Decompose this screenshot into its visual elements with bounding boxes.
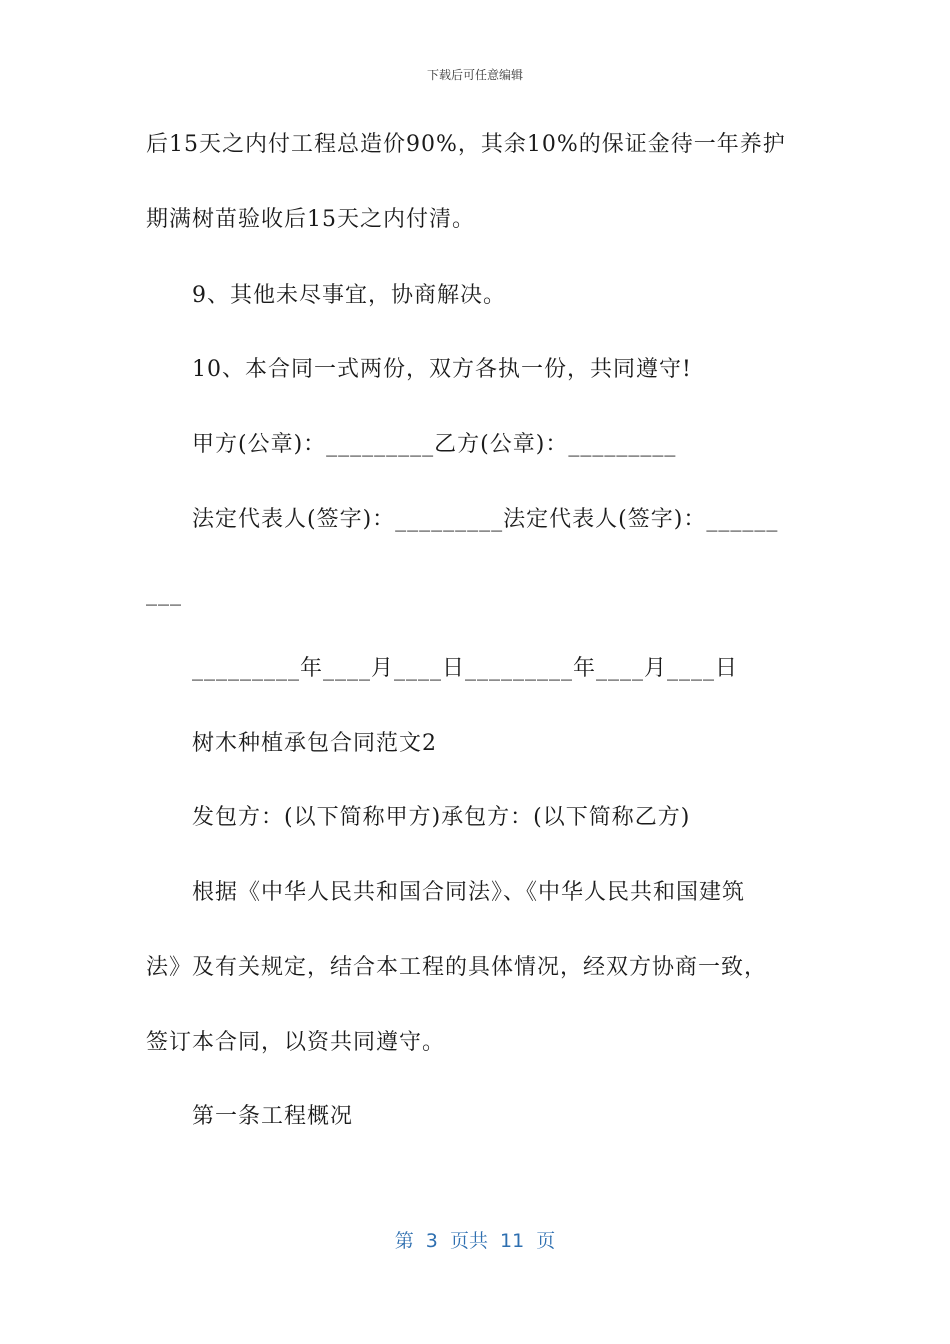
- body-line-basis-3: 签订本合同，以资共同遵守。: [146, 1030, 446, 1055]
- body-line-basis-1: 根据《中华人民共和国合同法》、《中华人民共和国建筑: [192, 880, 746, 905]
- signature-date-line: _________年____月____日_________年____月____日: [192, 656, 739, 681]
- body-line-3: 9、其他未尽事宜，协商解决。: [192, 283, 506, 308]
- signature-representative-line: 法定代表人(签字)：_________法定代表人(签字)：______: [192, 507, 779, 532]
- signature-company-line: 甲方(公章)：_________乙方(公章)：_________: [192, 432, 677, 457]
- body-line-basis-2: 法》及有关规定，结合本工程的具体情况，经双方协商一致，: [146, 955, 768, 980]
- article-heading: 第一条工程概况: [192, 1104, 354, 1129]
- page-number: 第 3 页共 11 页: [394, 1230, 556, 1252]
- body-line-1: 后15天之内付工程总造价90%，其余10%的保证金待一年养护: [146, 132, 786, 157]
- section-title: 树木种植承包合同范文2: [192, 731, 437, 756]
- signature-representative-continuation: ___: [146, 581, 182, 606]
- body-line-2: 期满树苗验收后15天之内付清。: [146, 207, 475, 232]
- body-line-4: 10、本合同一式两份，双方各执一份，共同遵守!: [192, 357, 692, 382]
- body-line-parties: 发包方：(以下简称甲方)承包方：(以下简称乙方): [192, 805, 691, 830]
- header-watermark: 下载后可任意编辑: [426, 68, 523, 82]
